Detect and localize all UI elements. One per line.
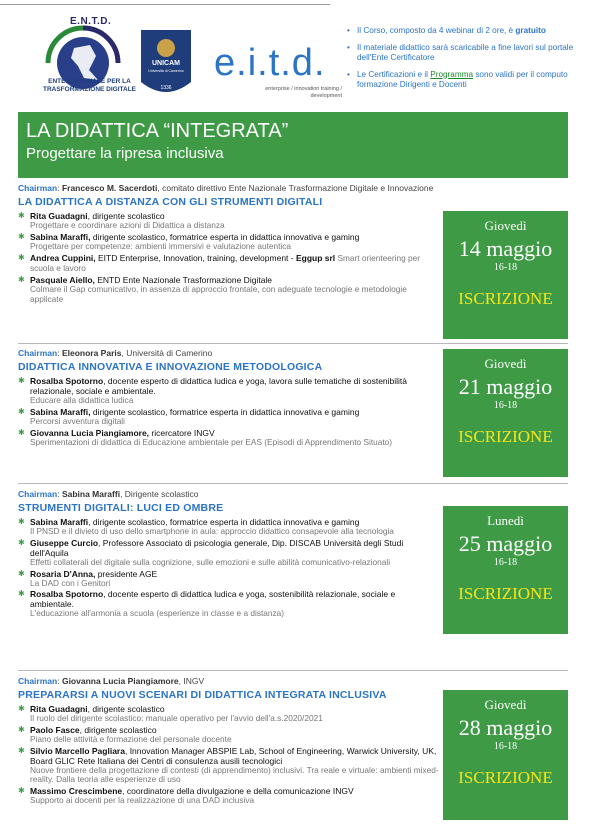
session-title: STRUMENTI DIGITALI: LUCI ED OMBRE	[18, 502, 224, 514]
entd-subtitle: ENTE NAZIONALE PER LA TRASFORMAZIONE DIGITALE	[42, 78, 137, 93]
session-title: LA DIDATTICA A DISTANZA CON GLI STRUMENTI DIGITALI	[18, 196, 323, 208]
speaker-item: ✱ Silvio Marcello Pagliara, Innovation Manager ABSPIE Lab, School of Engineering, Warwick University, UK, Board GLIC Rete Italiana dei Centri di consulenza ausili tecnologici Nuove frontiere della progettazione di contesti (di apprendimento) inclusivi. Tra reale e virtuale: ambienti mixed-reality. Dalla teoria alle esperienze di uso	[18, 746, 440, 786]
date-time: 16-18	[493, 400, 518, 411]
session-title: DIDATTICA INNOVATIVA E INNOVAZIONE METODOLOGICA	[18, 361, 323, 373]
unicam-subtitle: Università di Camerino	[148, 69, 184, 73]
speaker-item: ✱ Giuseppe Curcio, Professore Associato di psicologia generale, Dip. DISCAB Università degli Studi dell'Aquila Effetti collaterali del digitale sulla cognizione, sulle emozioni e sulle abilità comunicativo-relazionali	[18, 538, 440, 568]
speaker-item: ✱ Sabina Maraffi, dirigente scolastico, formatrice esperta in didattica innovativa e gaming Progettare per competenze: ambienti immersivi e valutazione autentica	[18, 232, 440, 252]
date-value: 21 maggio	[458, 374, 553, 399]
speaker-list	[18, 517, 440, 619]
date-box-3	[443, 506, 568, 634]
separator	[18, 483, 568, 484]
chairman-line: Chairman: Francesco M. Sacerdoti, comitato direttivo Ente Nazionale Trasformazione Digitale e Innovazione	[18, 183, 434, 193]
chairman-line: Chairman: Giovanna Lucia Piangiamore, INGV	[18, 676, 205, 686]
speaker-list	[18, 704, 440, 806]
course-info-list	[345, 26, 590, 97]
top-rule	[0, 4, 330, 5]
date-day: Giovedì	[484, 356, 527, 371]
info-item: • Il Corso, composto da 4 webinar di 2 ore, è gratuito	[345, 26, 590, 37]
date-day: Lunedì	[487, 513, 524, 528]
speaker-item: ✱ Rita Guadagni, dirigente scolastico Progettare e coordinare azioni di Didattica a distanza	[18, 211, 440, 231]
eitd-tagline: enterprise / innovation training / development	[265, 86, 342, 99]
page-title: LA DIDATTICA “INTEGRATA”	[26, 120, 289, 142]
info-item: • Il materiale didattico sarà scaricabile a fine lavori sul portale dell'Ente Certificatore	[345, 43, 590, 64]
speaker-item: ✱ Sabina Maraffi, dirigente scolastico, formatrice esperta in didattica innovativa e gaming Il PNSD e il divieto di uso dello smartphone in aula: approccio didattico consapevole alla tecnologia	[18, 517, 440, 537]
speaker-item: ✱ Rosalba Spotorno, docente esperto di didattica ludica e yoga, lavora sulle tematiche di sostenibilità relazionale, sociale e ambientale. Educare alla didattica ludica	[18, 376, 440, 406]
unicam-year: 1336	[160, 85, 172, 91]
speaker-item: ✱ Andrea Cuppini, EITD Enterprise, Innovation, training, development - Eggup srl Smart orienteering per scuola e lavoro	[18, 253, 440, 275]
date-day: Giovedì	[484, 218, 527, 233]
date-value: 14 maggio	[458, 236, 553, 261]
chairman-line: Chairman: Eleonora Paris, Università di Camerino	[18, 348, 213, 358]
date-day: Giovedì	[484, 697, 527, 712]
speaker-item: ✱ Massimo Crescimbene, coordinatore della divulgazione e della comunicazione INGV Supporto ai docenti per la realizzazione di una DAD inclusiva	[18, 786, 440, 806]
speaker-list	[18, 211, 440, 305]
speaker-item: ✱ Sabina Maraffi, dirigente scolastico, formatrice esperta in didattica innovativa e gaming Percorsi avventura digitali	[18, 407, 440, 427]
separator	[18, 343, 568, 344]
speaker-item: ✱ Pasquale Aiello, ENTD Ente Nazionale Trasformazione Digitale Colmare il Gap comunicativo, in assenza di approccio frontale, con adeguate tecnologie e metodologie applicate	[18, 275, 440, 305]
chairman-line: Chairman: Sabina Maraffi, Dirigente scolastico	[18, 489, 199, 499]
iscrizione-button[interactable]: ISCRIZIONE	[458, 768, 553, 787]
date-time: 16-18	[493, 557, 518, 568]
unicam-name: UNICAM	[152, 60, 180, 67]
entd-title: E.N.T.D.	[70, 16, 112, 27]
session-title: PREPARARSI A NUOVI SCENARI DI DIDATTICA INTEGRATA INCLUSIVA	[18, 689, 387, 701]
date-box-1	[443, 211, 568, 339]
programma-link[interactable]: Programma	[430, 69, 474, 79]
speaker-item: ✱ Rosaria D'Anna, presidente AGE La DAD con i Genitori	[18, 569, 440, 589]
title-banner	[18, 112, 568, 178]
separator	[18, 670, 568, 671]
eitd-logo: e.i.t.d.	[214, 42, 326, 84]
speaker-item: ✱ Paolo Fasce, dirigente scolastico Piano delle attività e formazione del personale docente	[18, 725, 440, 745]
date-box-2	[443, 349, 568, 477]
date-box-4	[443, 690, 568, 820]
speaker-item: ✱ Rita Guadagni, dirigente scolastico Il ruolo del dirigente scolastico: manuale operativo per l'avvio dell'a.s.2020/2021	[18, 704, 440, 724]
speaker-item: ✱ Giovanna Lucia Piangiamore, ricercatore INGV Sperimentazioni di didattica di Educazione ambientale per EAS (Episodi di Apprendimento Situato)	[18, 428, 440, 448]
info-item: • Le Certificazioni e il Programma sono validi per il computo formazione Dirigenti e Docenti	[345, 70, 590, 91]
iscrizione-button[interactable]: ISCRIZIONE	[458, 584, 553, 603]
date-value: 28 maggio	[458, 715, 553, 740]
date-value: 25 maggio	[458, 531, 553, 556]
iscrizione-button[interactable]: ISCRIZIONE	[458, 427, 553, 446]
page-subtitle: Progettare la ripresa inclusiva	[26, 145, 224, 162]
date-time: 16-18	[493, 262, 518, 273]
speaker-item: ✱ Rosalba Spotorno, docente esperto di didattica ludica e yoga, sostenibilità relazionale, sociale e ambientale. L'educazione all'armonia a scuola (esperienze in classe e a distanza)	[18, 589, 440, 619]
date-time: 16-18	[493, 741, 518, 752]
iscrizione-button[interactable]: ISCRIZIONE	[458, 289, 553, 308]
speaker-list	[18, 376, 440, 447]
